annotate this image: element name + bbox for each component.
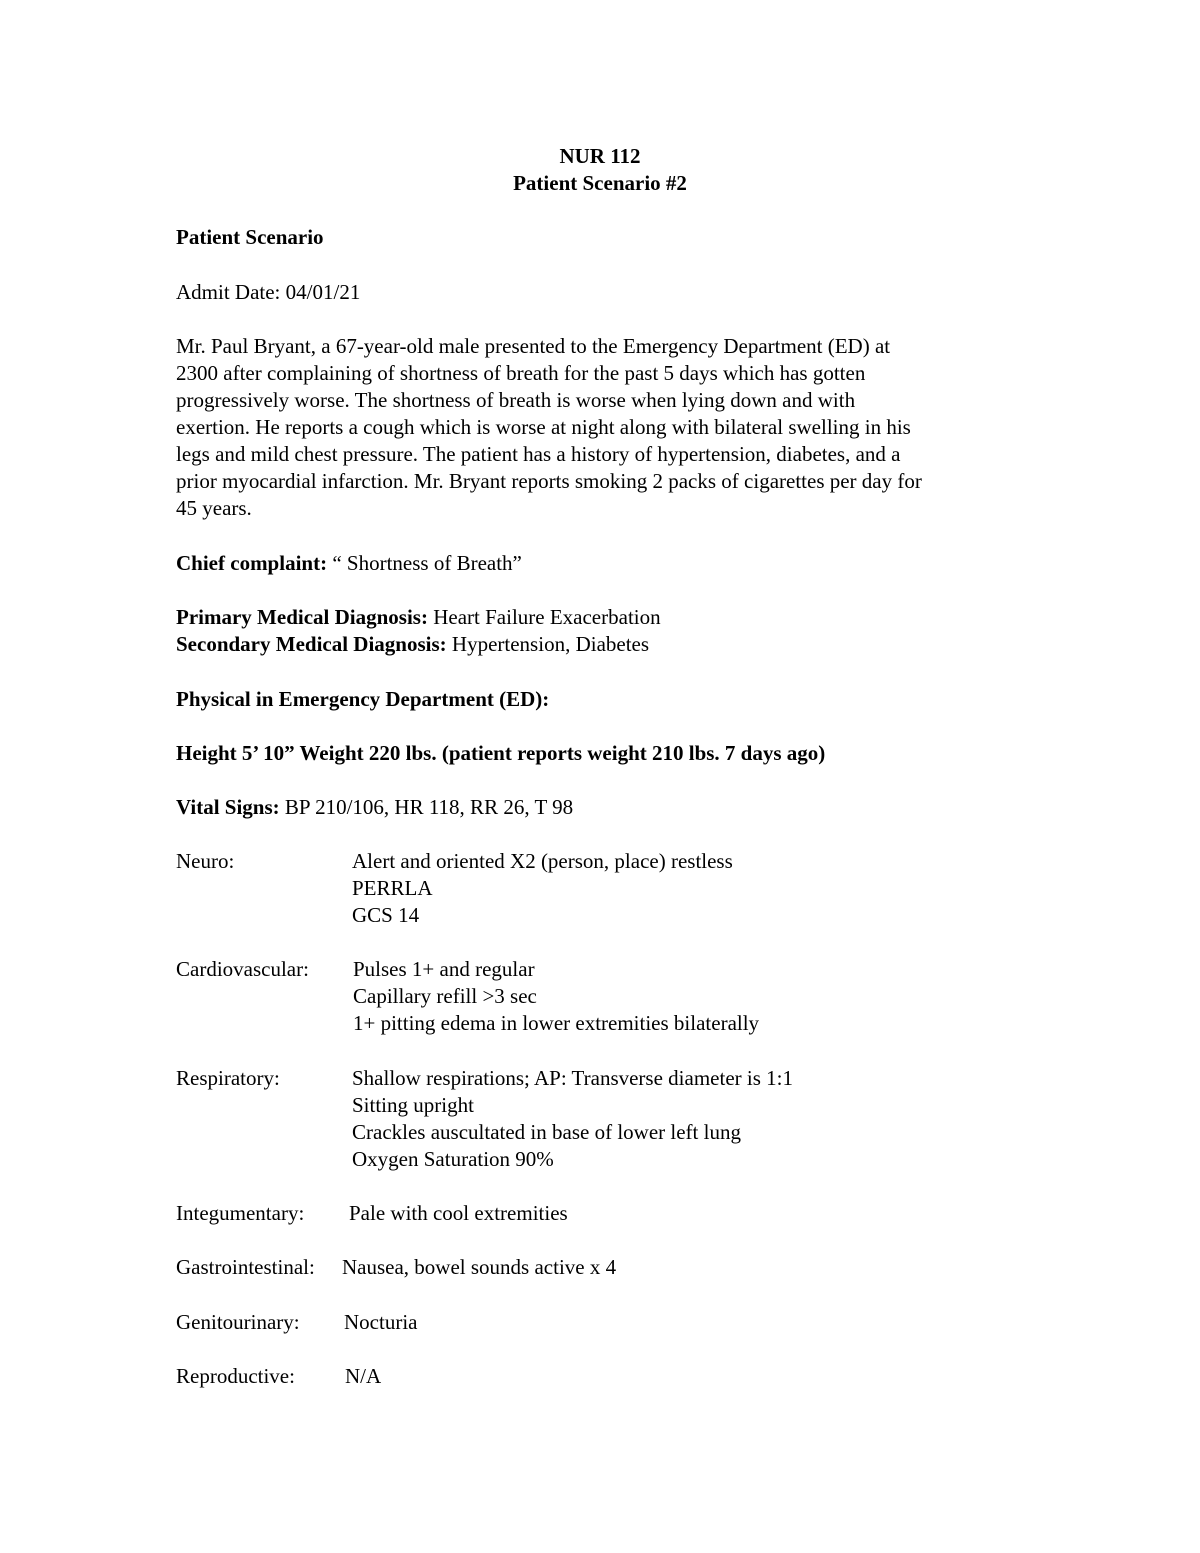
document-title: Patient Scenario #2 [513,171,687,195]
finding-line: PERRLA [352,876,433,900]
vital-signs-label: Vital Signs: [176,795,280,819]
section-heading: Patient Scenario [176,225,324,249]
narrative-line: 45 years. [176,496,252,520]
primary-diagnosis [176,604,661,631]
finding-line: Nausea, bowel sounds active x 4 [342,1255,617,1279]
gastrointestinal-label: Gastrointestinal: [176,1255,315,1279]
secondary-diagnosis-label: Secondary Medical Diagnosis: [176,632,447,656]
cardiovascular-label: Cardiovascular: [176,957,309,981]
cardiovascular-findings [353,956,759,1037]
admit-date: Admit Date: 04/01/21 [176,280,361,304]
finding-line: Alert and oriented X2 (person, place) restless [352,849,733,873]
finding-line: Oxygen Saturation 90% [352,1147,554,1171]
finding-line: Shallow respirations; AP: Transverse diameter is 1:1 [352,1066,793,1090]
vital-signs-value: BP 210/106, HR 118, RR 26, T 98 [279,795,574,819]
narrative-paragraph [176,333,1036,522]
narrative-line: progressively worse. The shortness of breath is worse when lying down and with [176,388,856,412]
finding-line: Crackles auscultated in base of lower left lung [352,1120,741,1144]
primary-diagnosis-label: Primary Medical Diagnosis: [176,605,428,629]
gastrointestinal-findings [342,1254,616,1281]
finding-line: GCS 14 [352,903,420,927]
neuro-label: Neuro: [176,849,235,873]
reproductive-label: Reproductive: [176,1364,295,1388]
finding-line: 1+ pitting edema in lower extremities bilaterally [353,1011,760,1035]
secondary-diagnosis-value: Hypertension, Diabetes [446,632,650,656]
finding-line: Pulses 1+ and regular [353,957,535,981]
physical-heading: Physical in Emergency Department (ED): [176,687,550,711]
genitourinary-label: Genitourinary: [176,1310,300,1334]
reproductive-findings [345,1363,381,1390]
neuro-findings [352,848,733,929]
vital-signs [176,794,573,821]
chief-complaint [176,550,522,577]
narrative-line: legs and mild chest pressure. The patient has a history of hypertension, diabetes, and a [176,442,901,466]
narrative-line: prior myocardial infarction. Mr. Bryant reports smoking 2 packs of cigarettes per day for [176,469,922,493]
narrative-line: exertion. He reports a cough which is worse at night along with bilateral swelling in his [176,415,911,439]
respiratory-findings [352,1065,793,1173]
integumentary-label: Integumentary: [176,1201,305,1225]
chief-complaint-value: “ Shortness of Breath” [327,551,522,575]
chief-complaint-label: Chief complaint: [176,551,328,575]
secondary-diagnosis [176,631,649,658]
primary-diagnosis-value: Heart Failure Exacerbation [427,605,661,629]
course-title: NUR 112 [559,144,641,168]
finding-line: Sitting upright [352,1093,474,1117]
narrative-line: 2300 after complaining of shortness of breath for the past 5 days which has gotten [176,361,866,385]
narrative-line: Mr. Paul Bryant, a 67-year-old male presented to the Emergency Department (ED) at [176,334,891,358]
height-weight: Height 5’ 10” Weight 220 lbs. (patient reports weight 210 lbs. 7 days ago) [176,741,826,765]
finding-line: Pale with cool extremities [349,1201,568,1225]
finding-line: Nocturia [344,1310,418,1334]
respiratory-label: Respiratory: [176,1066,280,1090]
integumentary-findings [349,1200,568,1227]
finding-line: Capillary refill >3 sec [353,984,537,1008]
genitourinary-findings [344,1309,417,1336]
finding-line: N/A [345,1364,382,1388]
